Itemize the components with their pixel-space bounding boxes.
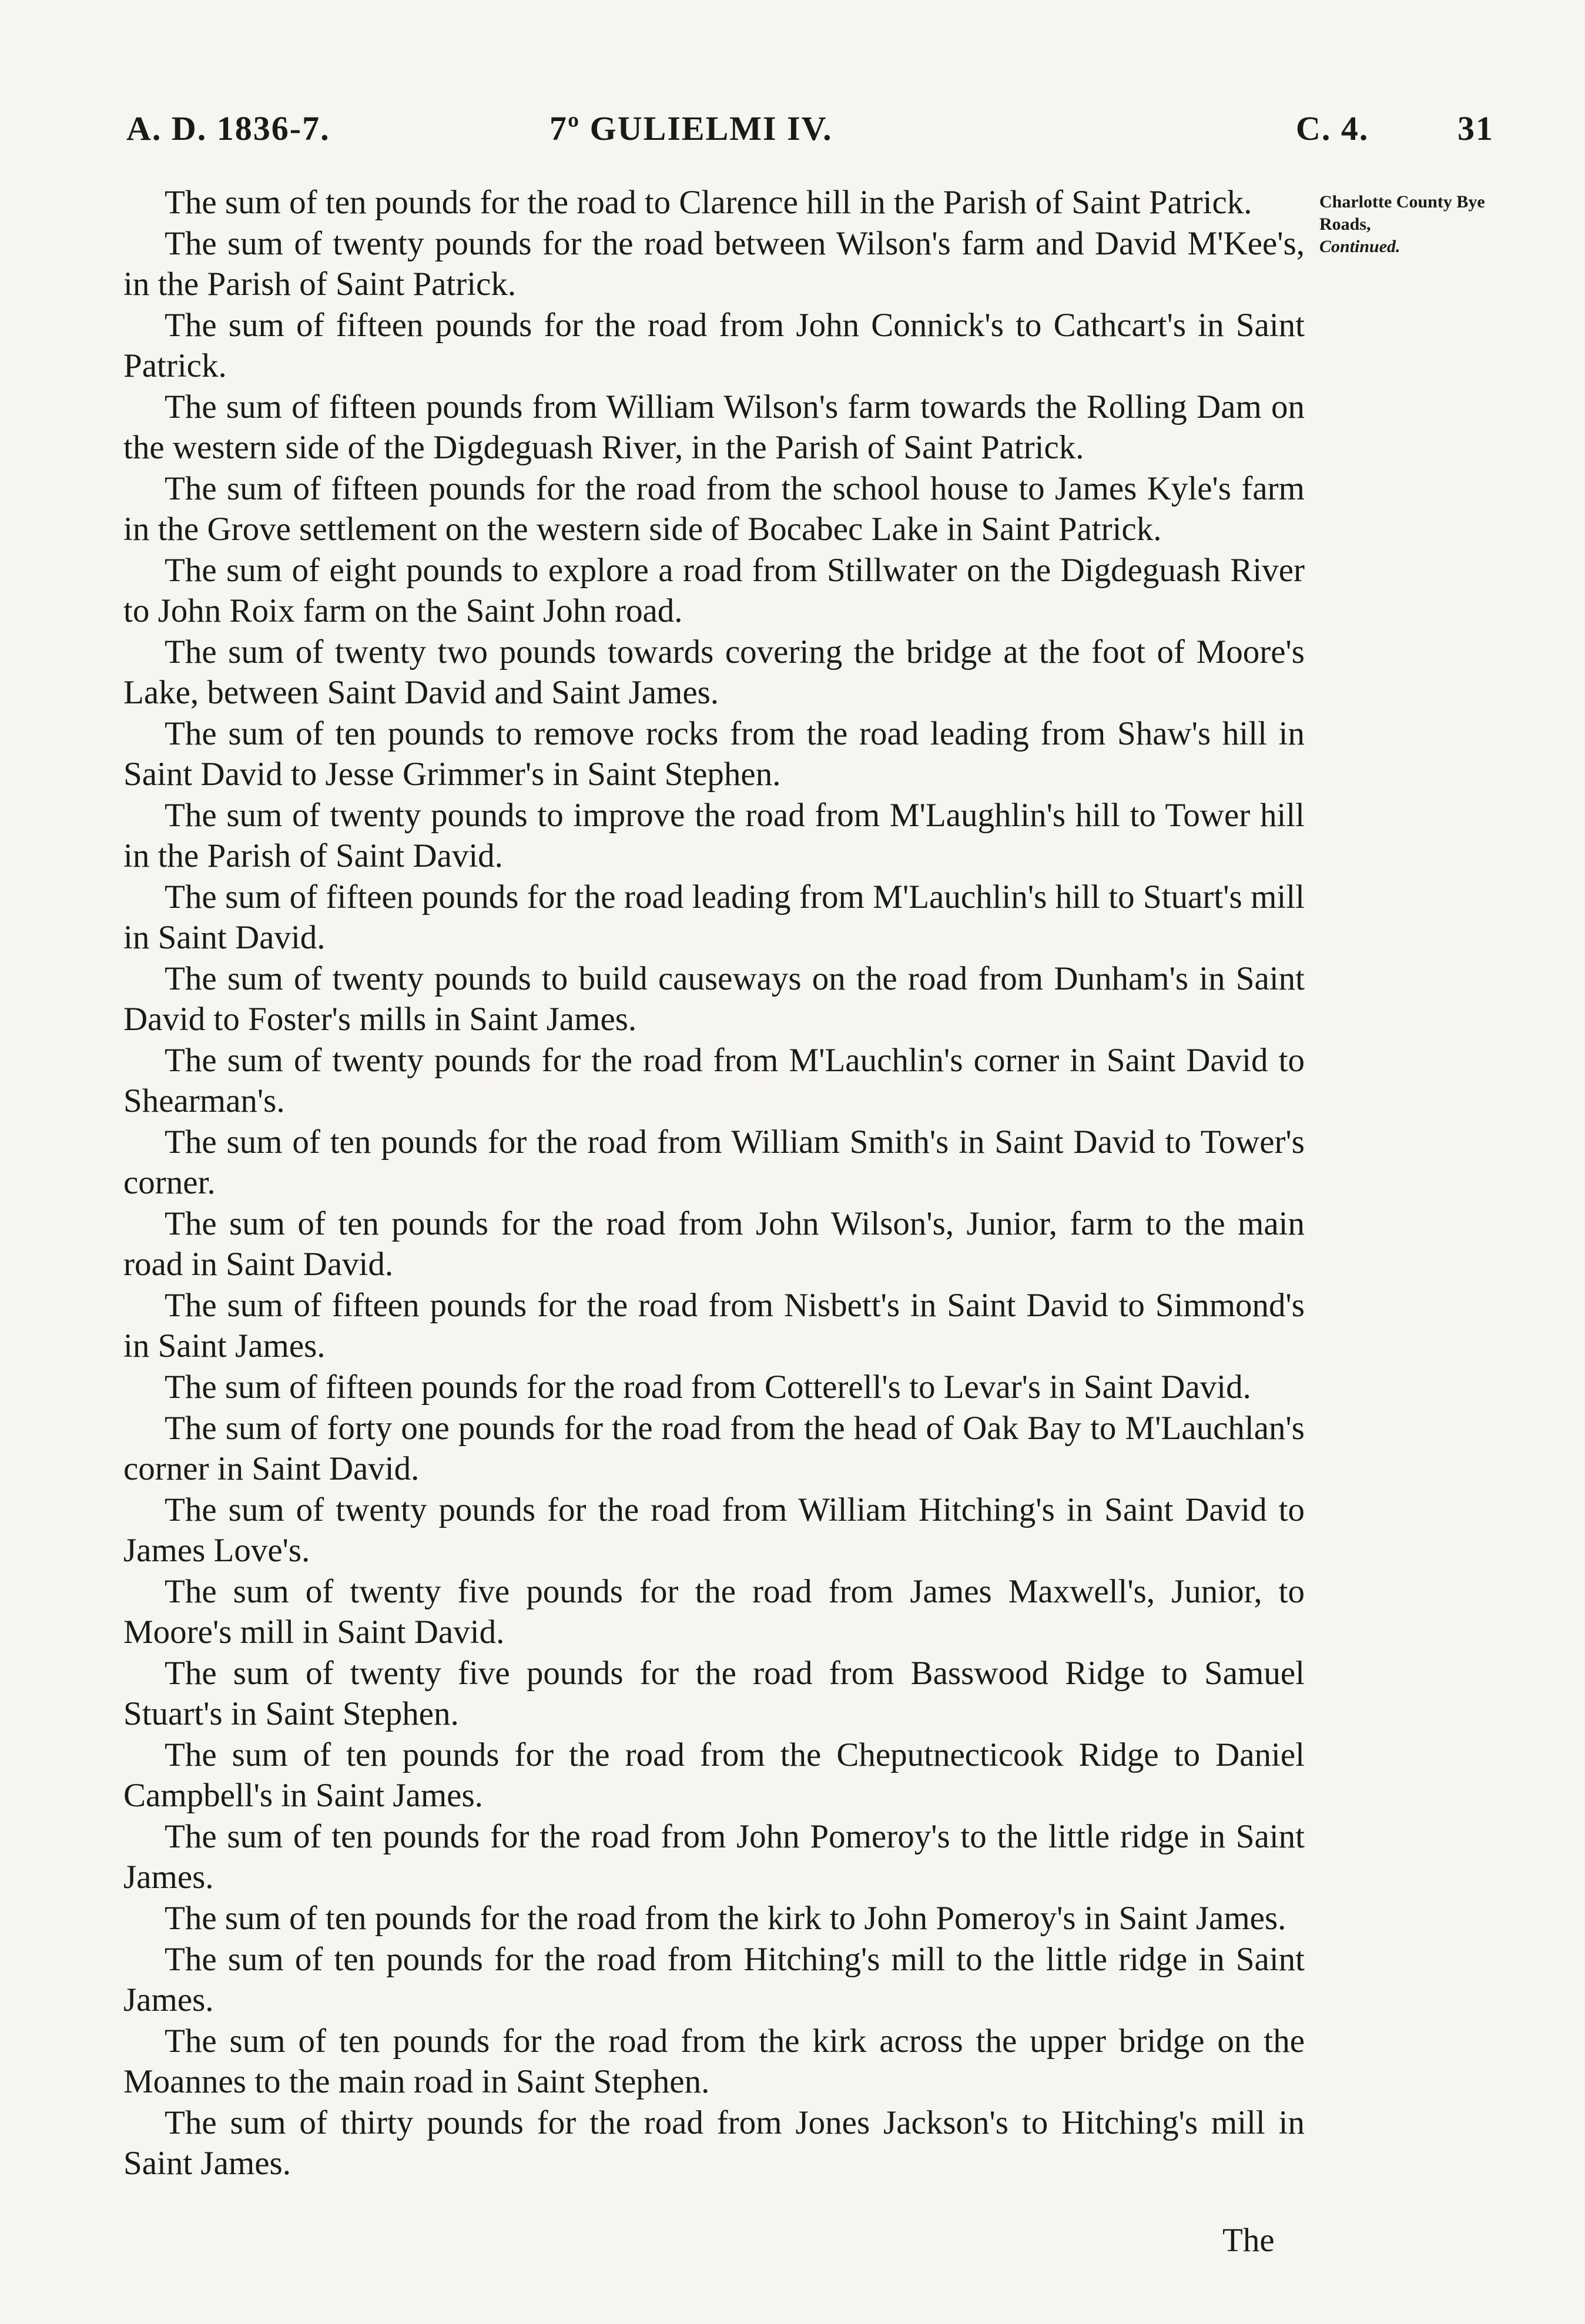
paragraph: The sum of fifteen pounds for the road from Nisbett's in Saint David to Simmond's in Saint James. xyxy=(123,1287,1305,1364)
paragraph: The sum of ten pounds for the road from John Pomeroy's to the little ridge in Saint James. xyxy=(123,1818,1305,1896)
paragraph: The sum of ten pounds for the road from the kirk across the upper bridge on the Moannes to the main road in Saint Stephen. xyxy=(123,2023,1305,2100)
paragraph: The sum of ten pounds for the road from Hitching's mill to the little ridge in Saint James. xyxy=(123,1941,1305,2018)
running-head xyxy=(126,109,1494,156)
paragraph: The sum of ten pounds for the road from John Wilson's, Junior, farm to the main road in Saint David. xyxy=(123,1205,1305,1283)
margin-note-line1: Charlotte County Bye Roads, xyxy=(1319,192,1485,234)
paragraph: The sum of ten pounds for the road from William Smith's in Saint David to Tower's corner. xyxy=(123,1124,1305,1201)
paragraph: The sum of twenty five pounds for the road from Basswood Ridge to Samuel Stuart's in Saint Stephen. xyxy=(123,1655,1305,1732)
catchword: The xyxy=(1222,2222,1275,2259)
paragraph: The sum of eight pounds to explore a road from Stillwater on the Digdeguash River to John Roix farm on the Saint John road. xyxy=(123,552,1305,629)
body-text xyxy=(123,182,1305,2184)
paragraph: The sum of fifteen pounds from William Wilson's farm towards the Rolling Dam on the western side of the Digdeguash River, in the Parish of Saint Patrick. xyxy=(123,388,1305,466)
paragraph: The sum of twenty pounds for the road from M'Lauchlin's corner in Saint David to Shearman's. xyxy=(123,1042,1305,1119)
paragraph: The sum of twenty two pounds towards covering the bridge at the foot of Moore's Lake, between Saint David and Saint James. xyxy=(123,633,1305,711)
paragraph: The sum of ten pounds for the road to Clarence hill in the Parish of Saint Patrick. xyxy=(165,184,1252,221)
header-chapter: C. 4. xyxy=(1296,109,1369,147)
paragraph: The sum of fifteen pounds for the road from Cotterell's to Levar's in Saint David. xyxy=(165,1369,1251,1406)
paragraph: The sum of forty one pounds for the road from the head of Oak Bay to M'Lauchlan's corner in Saint David. xyxy=(123,1410,1305,1487)
paragraph: The sum of ten pounds to remove rocks from the road leading from Shaw's hill in Saint David to Jesse Grimmer's in Saint Stephen. xyxy=(123,715,1305,793)
margin-note xyxy=(1319,191,1496,258)
header-title: 7º GULIELMI IV. xyxy=(549,109,833,147)
paragraph: The sum of twenty pounds to improve the road from M'Laughlin's hill to Tower hill in the Parish of Saint David. xyxy=(123,797,1305,874)
paragraph: The sum of ten pounds for the road from the Cheputnecticook Ridge to Daniel Campbell's in Saint James. xyxy=(123,1736,1305,1814)
header-year: A. D. 1836-7. xyxy=(126,109,330,147)
paragraph: The sum of thirty pounds for the road from Jones Jackson's to Hitching's mill in Saint James. xyxy=(123,2104,1305,2182)
paragraph: The sum of fifteen pounds for the road leading from M'Lauchlin's hill to Stuart's mill in Saint David. xyxy=(123,878,1305,956)
paragraph: The sum of twenty pounds for the road between Wilson's farm and David M'Kee's, in the Parish of Saint Patrick. xyxy=(123,225,1305,303)
paragraph: The sum of twenty five pounds for the road from James Maxwell's, Junior, to Moore's mill in Saint David. xyxy=(123,1573,1305,1651)
paragraph: The sum of twenty pounds to build causeways on the road from Dunham's in Saint David to Foster's mills in Saint James. xyxy=(123,960,1305,1038)
paragraph: The sum of fifteen pounds for the road from the school house to James Kyle's farm in the Grove settlement on the western side of Bocabec Lake in Saint Patrick. xyxy=(123,470,1305,548)
paragraph: The sum of fifteen pounds for the road from John Connick's to Cathcart's in Saint Patrick. xyxy=(123,307,1305,384)
margin-note-line2: Continued. xyxy=(1319,237,1400,256)
page-number: 31 xyxy=(1457,109,1494,147)
paragraph: The sum of twenty pounds for the road from William Hitching's in Saint David to James Love's. xyxy=(123,1491,1305,1569)
paragraph: The sum of ten pounds for the road from the kirk to John Pomeroy's in Saint James. xyxy=(165,1900,1286,1937)
